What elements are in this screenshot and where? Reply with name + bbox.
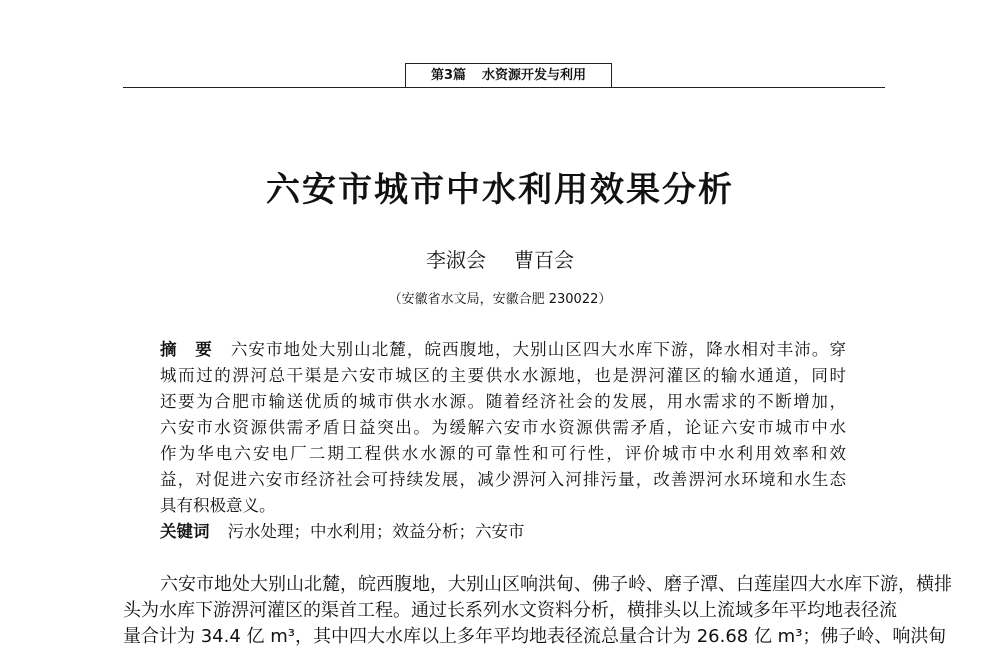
part-label: 第3篇	[430, 68, 467, 83]
abstract-line: 六安市水资源供需矛盾日益突出。为缓解六安市水资源供需矛盾，论证六安市城市中水	[160, 418, 846, 437]
body-line: 头为水库下游淠河灌区的渠首工程。通过长系列水文资料分析，横排头以上流域多年平均地表径流	[123, 600, 897, 621]
abstract-text: 六安市地处大别山北麓，皖西腹地，大别山区四大水库下游，降水相对丰沛。穿	[230, 340, 847, 359]
author: 曹百会	[514, 248, 574, 272]
abstract-line: 具有积极意义。	[160, 496, 276, 515]
keywords	[160, 519, 525, 545]
running-header	[405, 63, 612, 87]
section-label: 水资源开发与利用	[482, 68, 587, 83]
abstract-line: 益，对促进六安市经济社会可持续发展，减少淠河入河排污量，改善淠河水环境和水生态	[160, 470, 846, 489]
abstract-label: 摘 要	[160, 340, 213, 359]
keywords-label: 关键词	[160, 522, 210, 541]
body-line: 量合计为 34.4 亿 m³，其中四大水库以上多年平均地表径流总量合计为 26.68 亿 m³；佛子岭、响洪甸	[123, 626, 947, 647]
keywords-text: 污水处理；中水利用；效益分析；六安市	[227, 522, 525, 541]
abstract-line	[160, 337, 846, 363]
abstract-line: 还要为合肥市输送优质的城市供水水源。随着经济社会的发展，用水需求的不断增加，	[160, 392, 846, 411]
author: 李淑会	[426, 248, 486, 272]
body-line: 六安市地处大别山北麓，皖西腹地，大别山区响洪甸、佛子岭、磨子潭、白莲崖四大水库下游，横排	[160, 574, 952, 595]
abstract-line: 城而过的淠河总干渠是六安市城区的主要供水水源地，也是淠河灌区的输水通道，同时	[160, 366, 846, 385]
affiliation: （安徽省水文局，安徽合肥 230022）	[388, 292, 612, 307]
article-title: 六安市城市中水利用效果分析	[266, 170, 734, 210]
abstract-line: 作为华电六安电厂二期工程供水水源的可靠性和可行性，评价城市中水利用效率和效	[160, 444, 846, 463]
authors	[0, 244, 1000, 273]
header-rule	[123, 87, 885, 88]
